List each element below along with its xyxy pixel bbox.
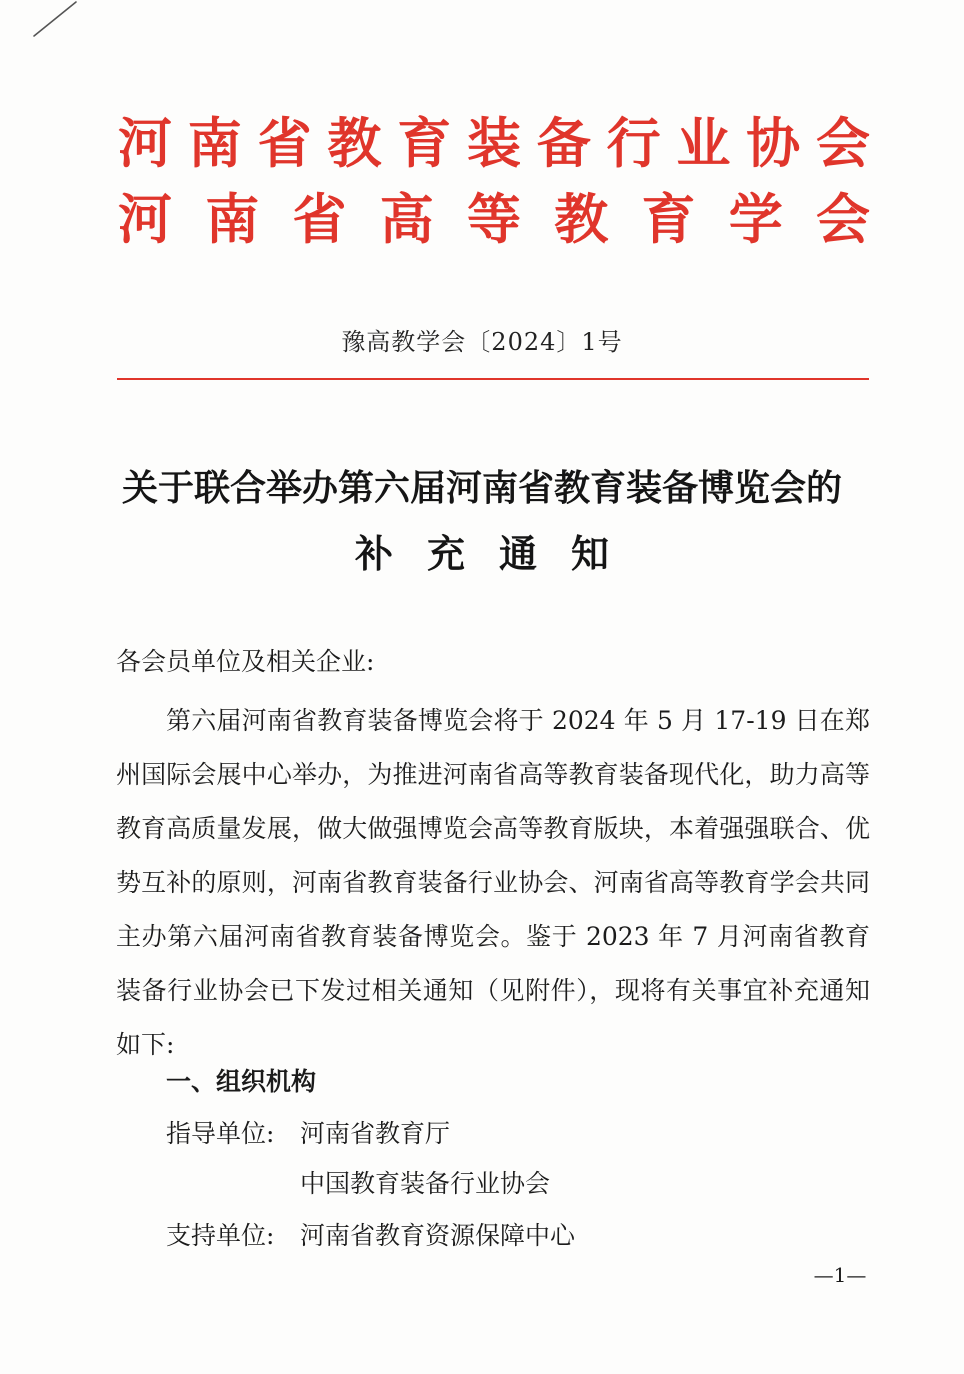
support-unit-label: 支持单位: <box>166 1221 275 1250</box>
guidance-unit-label: 指导单位: <box>166 1119 275 1148</box>
guidance-unit-1: 河南省教育厅 <box>300 1119 451 1148</box>
salutation: 各会员单位及相关企业: <box>116 647 375 676</box>
document-title-line-2: 补充通知 <box>354 531 643 576</box>
document-number: 豫高教学会〔2024〕1号 <box>341 328 623 356</box>
corner-pen-mark <box>30 0 82 40</box>
section-heading-organization: 一、组织机构 <box>166 1067 317 1096</box>
letterhead-line-2: 河南省高等教育学会 <box>118 188 870 251</box>
letterhead-line-1: 河南省教育装备行业协会 <box>118 112 870 175</box>
page-number: —1— <box>813 1263 867 1287</box>
guidance-unit-2: 中国教育装备行业协会 <box>300 1169 551 1198</box>
document-title-line-1: 关于联合举办第六届河南省教育装备博览会的 <box>121 467 842 509</box>
body-paragraph: 第六届河南省教育装备博览会将于 2024 年 5 月 17-19 日在郑州国际会展中心举办，为推进河南省高等教育装备现代化，助力高等教育高质量发展，做大做强博览会高等教育版块，本着强强联合、优势互补的原则，河南省教育装备行业协会、河南省高等教育学会共同主办第六届河南省教育装备博览会。鉴于 2023 年 7 月河南省教育装备行业协会已下发过相关通知（见附件），现将有关事宜补充通知如下: <box>116 706 870 1059</box>
red-divider <box>117 378 869 380</box>
support-unit: 河南省教育资源保障中心 <box>300 1221 576 1250</box>
